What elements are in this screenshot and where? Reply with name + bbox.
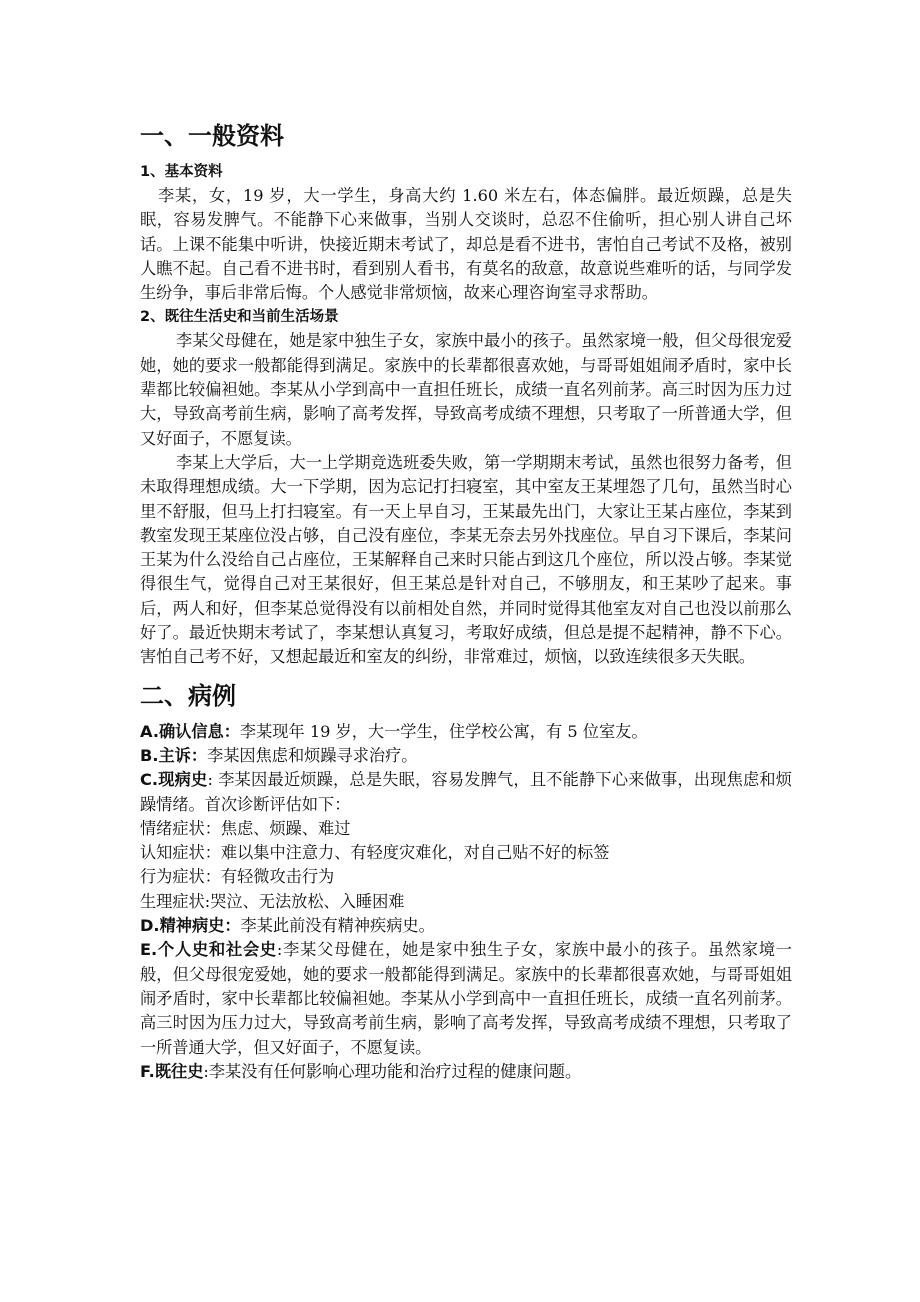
subsection-basic-info-title: 1、基本资料: [140, 164, 223, 180]
history-paragraph-2: 李某上大学后，大一上学期竞选班委失败，第一学期期末考试，虽然也很努力备考，但未取得理想成绩。大一下学期，因为忘记打扫寝室，其中室友王某埋怨了几句，虽然当时心里不舒服，但马上打扫寝室。有一天上早自习，王某最先出门，大家让王某占座位，李某到教室发现王某座位没占够，自己没有座位，李某无奈去另外找座位。早自习下课后，李某问王某为什么没给自己占座位，王某解释自己来时只能占到这几个座位，所以没占够。李某觉得很生气，觉得自己对王某很好，但王某总是针对自己，不够朋友，和王某吵了起来。事后，两人和好，但李某总觉得没有以前相处自然，并同时觉得其他室友对自己也没以前那么好了。最近快期末考试了，李某想认真复习，考取好成绩，但总是提不起精神，静不下心。害怕自己考不好，又想起最近和室友的纠纷，非常难过，烦恼，以致连续很多天失眠。: [140, 452, 792, 667]
personal-social-history-text: :李某父母健在，她是家中独生子女，家族中最小的孩子。虽然家境一般，但父母很宠爱她，她的要求一般都能得到满足。家族中的长辈都很喜欢她，与哥哥姐姐闹矛盾时，家中长辈都比较偏袒她。李某从小学到高中一直担任班长，成绩一直名列前茅。高三时因为压力过大，导致高考前生病，影响了高考发挥，导致高考成绩不理想，只考取了一所普通大学，但又好面子，不愿复读。: [140, 940, 792, 1057]
confirm-info-label: A.确认信息：: [140, 721, 240, 741]
past-history-label: F.既往史: [140, 1061, 204, 1081]
present-illness-label: C.现病史: [140, 770, 208, 790]
past-history-row: [140, 1060, 792, 1084]
personal-social-history-label: E.个人史和社会史: [140, 940, 277, 960]
confirm-info-row: [140, 720, 792, 744]
symptom-emotional: 情绪症状：焦虑、烦躁、难过: [140, 818, 351, 838]
past-history-text: :李某没有任何影响心理功能和治疗过程的健康问题。: [203, 1061, 582, 1081]
symptom-behavioral: 行为症状：有轻微攻击行为: [140, 867, 335, 887]
present-illness-text: : 李某因最近烦躁，总是失眠，容易发脾气，且不能静下心来做事，出现焦虑和烦躁情绪。首次诊断评估如下：: [140, 770, 792, 814]
document-page: [140, 118, 792, 1084]
symptom-cognitive: 认知症状：难以集中注意力、有轻度灾难化，对自己贴不好的标签: [140, 843, 610, 863]
present-illness-row: [140, 768, 792, 817]
chief-complaint-label: B.主诉：: [140, 745, 208, 765]
psychiatric-history-text: 李某此前没有精神疾病史。: [240, 916, 435, 936]
personal-social-history-row: [140, 938, 792, 1059]
section-1-title: 一、一般资料: [140, 122, 284, 150]
psychiatric-history-label: D.精神病史：: [140, 916, 241, 936]
subsection-history-title: 2、既往生活史和当前生活场景: [140, 309, 339, 326]
history-paragraph-1: 李某父母健在，她是家中独生子女，家族中最小的孩子。虽然家境一般，但父母很宠爱她，她的要求一般都能得到满足。家族中的长辈都很喜欢她，与哥哥姐姐闹矛盾时，家中长辈都比较偏袒她。李某从小学到高中一直担任班长，成绩一直名列前茅。高三时因为压力过大，导致高考前生病，影响了高考发挥，导致高考成绩不理想，只考取了一所普通大学，但又好面子，不愿复读。: [140, 331, 792, 448]
section-2-title: 二、病例: [140, 681, 236, 710]
psychiatric-history-row: [140, 914, 792, 938]
symptom-physiological: 生理症状:哭泣、无法放松、入睡困难: [140, 891, 405, 911]
basic-info-paragraph: 李某，女，19 岁，大一学生，身高大约 1.60 米左右，体态偏胖。最近烦躁，总是失眠，容易发脾气。不能静下心来做事，当别人交谈时，总忍不住偷听，担心别人讲自己坏话。上课不能集中听讲，快接近期末考试了，却总是看不进书，害怕自己考试不及格，被别人瞧不起。自己看不进书时，看到别人看书，有莫名的敌意，故意说些难听的话，与同学发生纷争，事后非常后悔。个人感觉非常烦恼，故来心理咨询室寻求帮助。: [140, 186, 792, 303]
chief-complaint-text: 李某因焦虑和烦躁寻求治疗。: [207, 745, 418, 765]
confirm-info-text: 李某现年 19 岁，大一学生，住学校公寓，有 5 位室友。: [239, 721, 648, 741]
chief-complaint-row: [140, 744, 792, 768]
